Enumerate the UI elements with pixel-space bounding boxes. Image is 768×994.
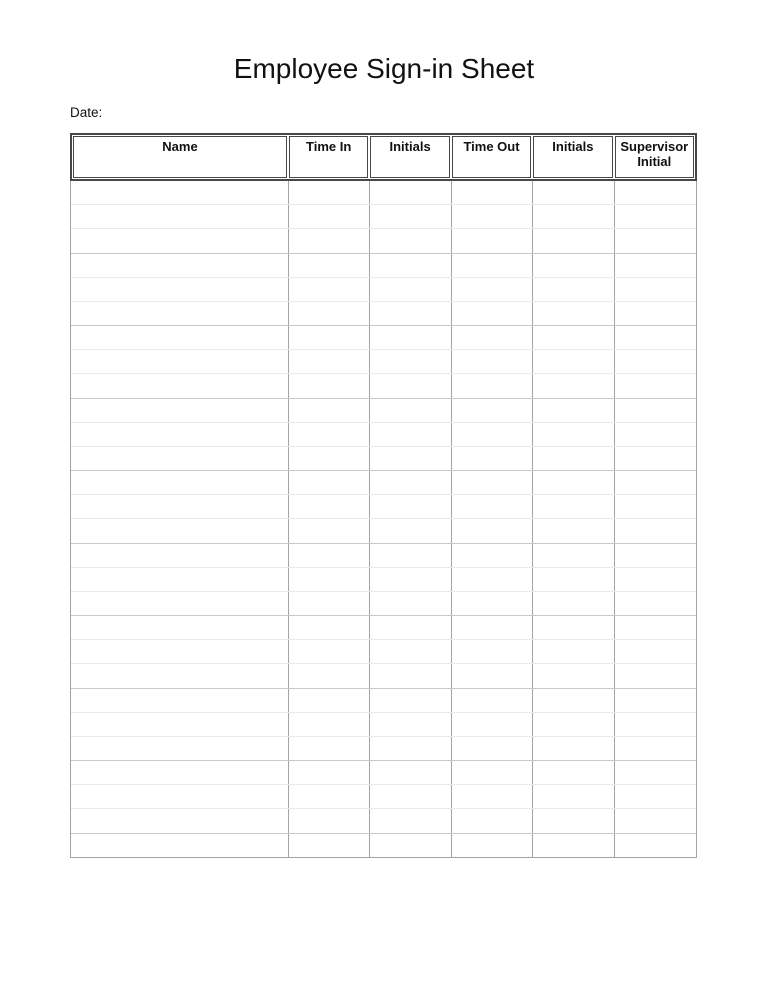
table-row: [71, 423, 696, 447]
table-cell: [71, 592, 289, 615]
table-cell: [370, 592, 451, 615]
table-cell: [615, 640, 696, 663]
table-cell: [533, 568, 614, 591]
table-row: [71, 447, 696, 471]
table-row: [71, 592, 696, 616]
table-row: [71, 254, 696, 278]
table-cell: [370, 834, 451, 857]
table-row: [71, 664, 696, 688]
table-cell: [370, 399, 451, 422]
table-cell: [615, 471, 696, 494]
table-cell: [71, 495, 289, 518]
table-cell: [370, 205, 451, 228]
table-cell: [533, 713, 614, 736]
table-cell: [71, 229, 289, 252]
table-cell: [71, 809, 289, 832]
table-cell: [71, 568, 289, 591]
table-cell: [289, 350, 370, 373]
table-cell: [615, 302, 696, 325]
signin-table: [70, 133, 697, 858]
table-cell: [452, 229, 533, 252]
table-cell: [615, 664, 696, 687]
table-cell: [370, 616, 451, 639]
table-cell: [370, 713, 451, 736]
table-cell: [615, 568, 696, 591]
table-cell: [370, 350, 451, 373]
table-row: [71, 229, 696, 253]
table-cell: [370, 568, 451, 591]
table-cell: [533, 640, 614, 663]
table-cell: [615, 447, 696, 470]
table-row: [71, 689, 696, 713]
table-row: [71, 374, 696, 398]
table-row: [71, 302, 696, 326]
table-cell: [71, 399, 289, 422]
table-cell: [71, 689, 289, 712]
table-cell: [452, 423, 533, 446]
table-row: [71, 278, 696, 302]
table-cell: [370, 447, 451, 470]
table-cell: [71, 326, 289, 349]
table-cell: [370, 326, 451, 349]
table-cell: [289, 495, 370, 518]
table-row: [71, 785, 696, 809]
table-cell: [289, 471, 370, 494]
table-cell: [452, 568, 533, 591]
table-cell: [615, 254, 696, 277]
table-cell: [533, 519, 614, 542]
table-body: [70, 181, 697, 858]
table-cell: [533, 278, 614, 301]
table-row: [71, 399, 696, 423]
table-cell: [615, 350, 696, 373]
table-cell: [289, 592, 370, 615]
table-cell: [452, 471, 533, 494]
table-cell: [615, 737, 696, 760]
table-cell: [452, 181, 533, 204]
table-cell: [533, 229, 614, 252]
table-cell: [533, 616, 614, 639]
table-cell: [533, 737, 614, 760]
table-cell: [533, 181, 614, 204]
table-cell: [533, 834, 614, 857]
table-cell: [71, 471, 289, 494]
table-cell: [615, 834, 696, 857]
table-cell: [452, 809, 533, 832]
table-cell: [533, 399, 614, 422]
table-cell: [533, 254, 614, 277]
table-cell: [452, 399, 533, 422]
table-cell: [289, 640, 370, 663]
table-cell: [71, 447, 289, 470]
table-cell: [289, 302, 370, 325]
table-cell: [452, 737, 533, 760]
table-cell: [289, 205, 370, 228]
table-cell: [289, 374, 370, 397]
table-cell: [289, 664, 370, 687]
table-row: [71, 568, 696, 592]
table-header-row: [70, 133, 697, 181]
table-cell: [289, 689, 370, 712]
table-cell: [452, 616, 533, 639]
table-cell: [71, 350, 289, 373]
table-row: [71, 616, 696, 640]
column-header-initials: Initials: [533, 136, 612, 178]
table-cell: [289, 254, 370, 277]
table-cell: [452, 544, 533, 567]
table-cell: [71, 664, 289, 687]
table-cell: [452, 302, 533, 325]
table-row: [71, 471, 696, 495]
table-row: [71, 205, 696, 229]
table-row: [71, 326, 696, 350]
table-cell: [289, 568, 370, 591]
date-label: Date:: [70, 105, 103, 120]
table-row: [71, 713, 696, 737]
table-cell: [370, 181, 451, 204]
table-cell: [452, 664, 533, 687]
table-cell: [289, 181, 370, 204]
table-cell: [289, 399, 370, 422]
table-cell: [615, 761, 696, 784]
table-cell: [452, 785, 533, 808]
table-cell: [452, 640, 533, 663]
table-cell: [289, 761, 370, 784]
table-cell: [289, 544, 370, 567]
table-cell: [533, 205, 614, 228]
table-cell: [533, 447, 614, 470]
table-cell: [615, 374, 696, 397]
table-cell: [71, 423, 289, 446]
table-cell: [71, 181, 289, 204]
table-cell: [370, 229, 451, 252]
table-cell: [289, 447, 370, 470]
table-cell: [452, 326, 533, 349]
table-cell: [289, 519, 370, 542]
table-cell: [452, 278, 533, 301]
table-cell: [452, 374, 533, 397]
table-cell: [289, 326, 370, 349]
table-cell: [615, 785, 696, 808]
table-row: [71, 519, 696, 543]
table-cell: [289, 809, 370, 832]
table-cell: [71, 713, 289, 736]
table-cell: [452, 834, 533, 857]
table-cell: [452, 689, 533, 712]
table-cell: [289, 785, 370, 808]
table-cell: [452, 254, 533, 277]
table-cell: [71, 544, 289, 567]
table-cell: [370, 471, 451, 494]
column-header-name: Name: [73, 136, 287, 178]
table-cell: [615, 205, 696, 228]
table-row: [71, 761, 696, 785]
table-cell: [370, 761, 451, 784]
table-cell: [71, 785, 289, 808]
table-cell: [615, 399, 696, 422]
table-cell: [370, 423, 451, 446]
table-cell: [533, 592, 614, 615]
table-row: [71, 834, 696, 857]
table-row: [71, 544, 696, 568]
table-cell: [370, 737, 451, 760]
table-cell: [370, 495, 451, 518]
table-cell: [615, 229, 696, 252]
table-cell: [370, 664, 451, 687]
table-cell: [615, 423, 696, 446]
table-cell: [370, 640, 451, 663]
table-cell: [370, 785, 451, 808]
table-row: [71, 181, 696, 205]
table-cell: [533, 471, 614, 494]
table-cell: [452, 713, 533, 736]
column-header-initials: Initials: [370, 136, 449, 178]
table-cell: [71, 254, 289, 277]
table-cell: [289, 229, 370, 252]
table-cell: [71, 519, 289, 542]
table-row: [71, 495, 696, 519]
table-cell: [452, 592, 533, 615]
table-cell: [615, 616, 696, 639]
table-cell: [533, 785, 614, 808]
table-cell: [289, 278, 370, 301]
table-cell: [615, 689, 696, 712]
table-cell: [533, 544, 614, 567]
table-cell: [533, 809, 614, 832]
table-cell: [452, 519, 533, 542]
table-cell: [452, 761, 533, 784]
table-cell: [615, 592, 696, 615]
table-cell: [289, 616, 370, 639]
table-cell: [533, 495, 614, 518]
table-cell: [615, 519, 696, 542]
table-cell: [533, 423, 614, 446]
table-cell: [533, 374, 614, 397]
table-cell: [71, 302, 289, 325]
table-cell: [533, 326, 614, 349]
table-cell: [615, 181, 696, 204]
table-row: [71, 737, 696, 761]
table-cell: [71, 834, 289, 857]
table-cell: [370, 374, 451, 397]
table-cell: [533, 350, 614, 373]
table-cell: [615, 544, 696, 567]
table-cell: [452, 495, 533, 518]
table-cell: [533, 689, 614, 712]
table-cell: [71, 278, 289, 301]
table-cell: [533, 302, 614, 325]
table-cell: [289, 423, 370, 446]
table-cell: [533, 761, 614, 784]
table-cell: [71, 205, 289, 228]
page-title: Employee Sign-in Sheet: [233, 53, 535, 84]
table-cell: [615, 809, 696, 832]
table-cell: [615, 495, 696, 518]
column-header-time-out: Time Out: [452, 136, 531, 178]
table-cell: [533, 664, 614, 687]
table-cell: [71, 640, 289, 663]
table-cell: [370, 519, 451, 542]
column-header-supervisor-initial: Supervisor Initial: [615, 136, 694, 178]
table-cell: [370, 689, 451, 712]
column-header-time-in: Time In: [289, 136, 368, 178]
table-cell: [615, 713, 696, 736]
table-cell: [71, 737, 289, 760]
table-cell: [615, 326, 696, 349]
table-cell: [71, 616, 289, 639]
table-cell: [452, 350, 533, 373]
table-cell: [370, 809, 451, 832]
table-cell: [370, 544, 451, 567]
table-cell: [289, 713, 370, 736]
table-cell: [615, 278, 696, 301]
table-cell: [71, 761, 289, 784]
table-row: [71, 350, 696, 374]
table-cell: [370, 254, 451, 277]
table-row: [71, 809, 696, 833]
table-cell: [452, 447, 533, 470]
table-cell: [452, 205, 533, 228]
table-cell: [370, 302, 451, 325]
table-row: [71, 640, 696, 664]
table-cell: [289, 737, 370, 760]
table-cell: [370, 278, 451, 301]
table-cell: [71, 374, 289, 397]
table-cell: [289, 834, 370, 857]
